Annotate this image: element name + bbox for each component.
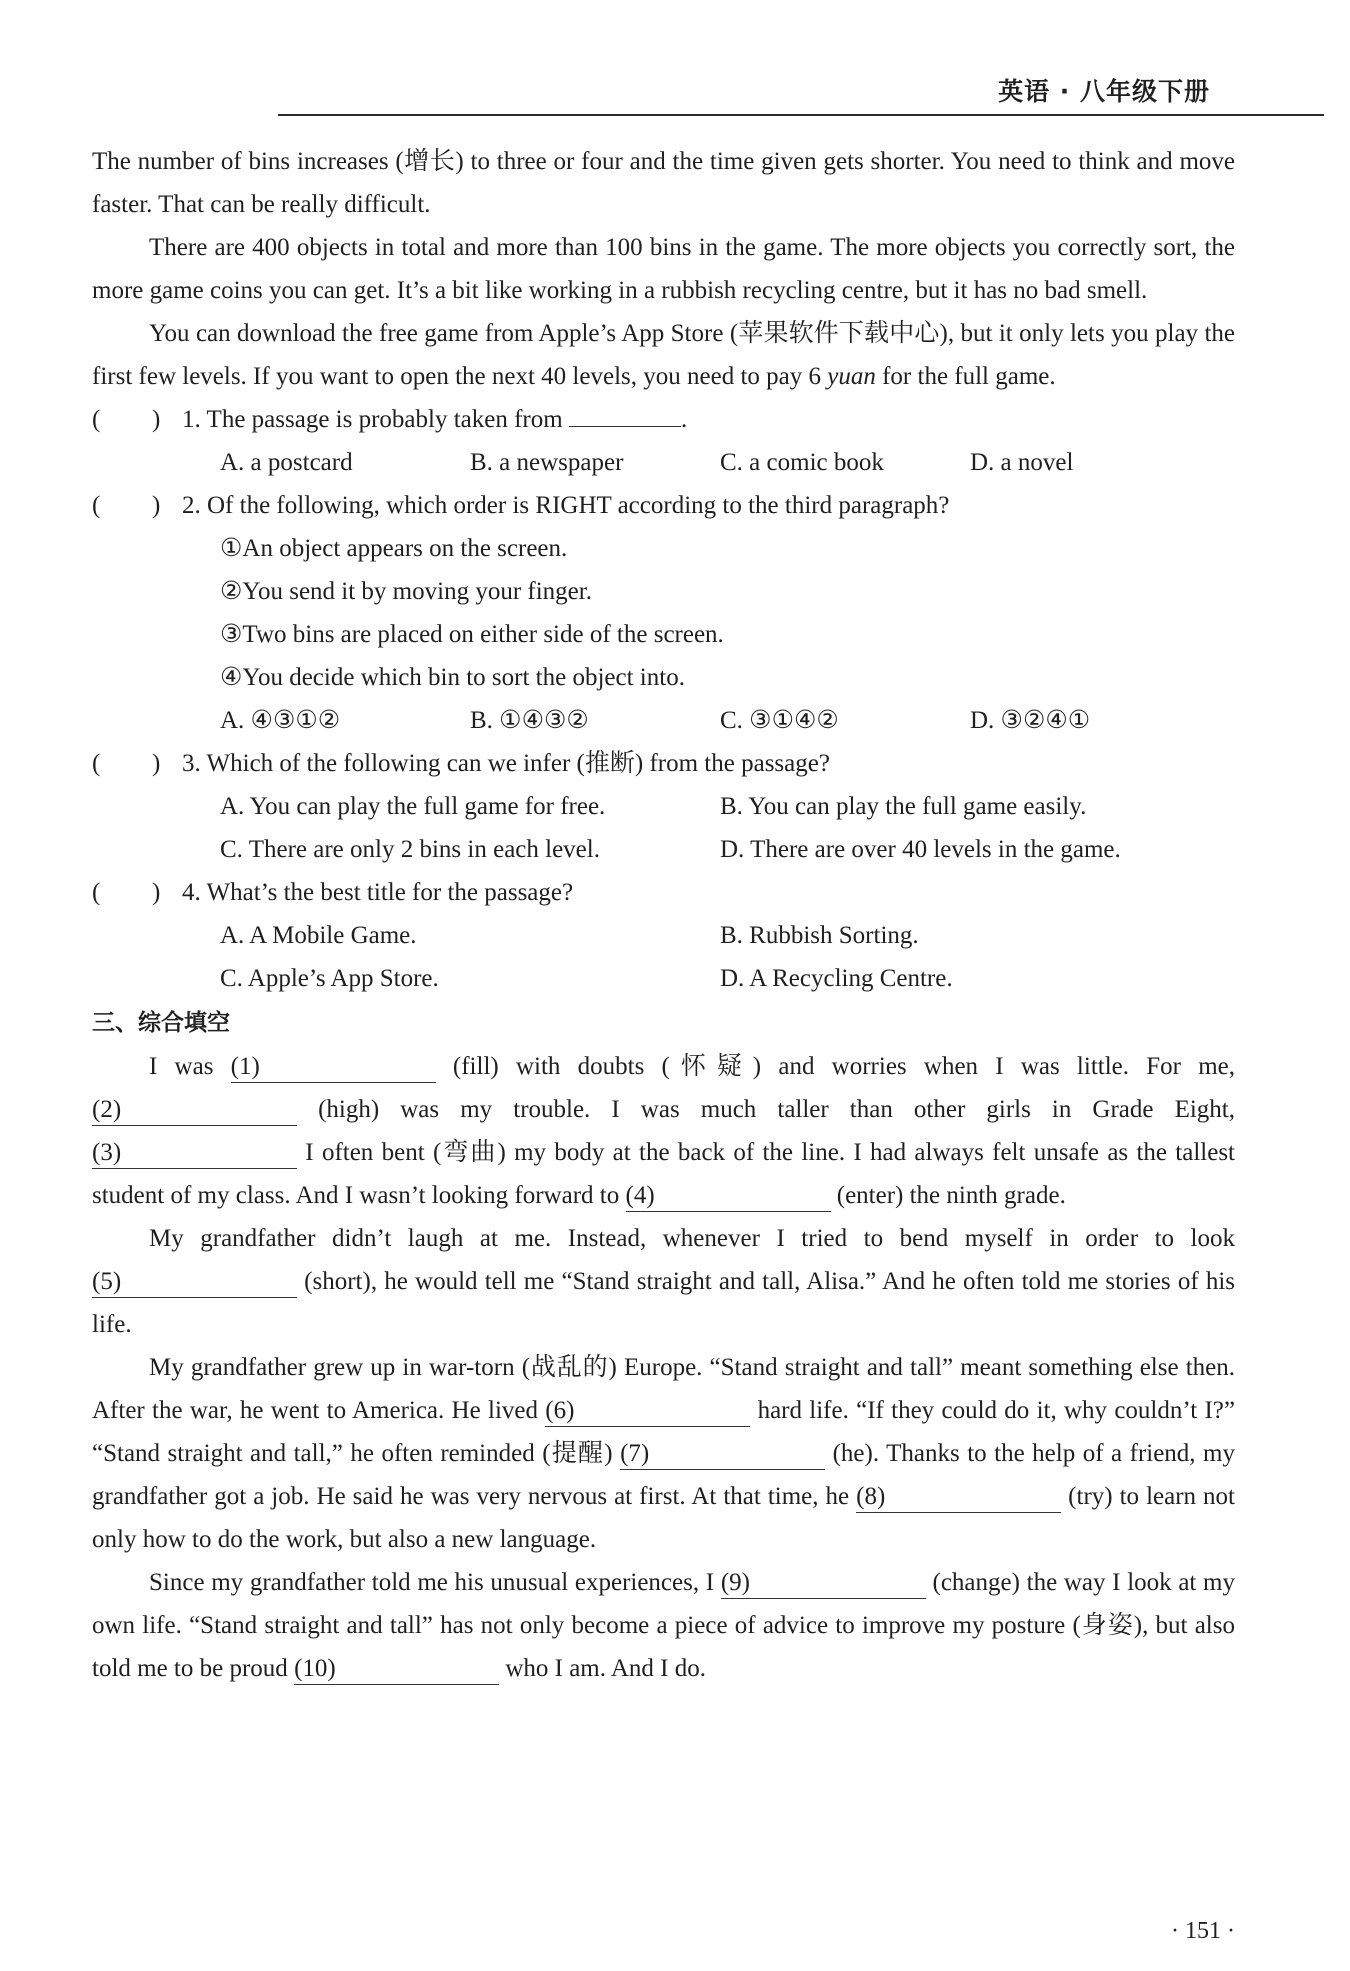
answer-paren-open: ( [92,492,101,519]
option-c: C. Apple’s App Store. [220,965,439,992]
option-b: B. You can play the full game easily. [720,793,1087,820]
cloze-blank-4: (4) [626,1181,831,1212]
answer-paren-close: ) [152,406,161,433]
question-3 [92,742,1235,785]
answer-paren-open: ( [92,406,101,433]
cloze-blank-10: (10) [294,1654,499,1685]
question-2-item-1: ①An object appears on the screen. [220,535,568,562]
answer-paren-open: ( [92,750,101,777]
question-4-options-row-2 [92,957,1235,1000]
cloze-blank-5: (5) [92,1267,297,1298]
cloze-blank-8: (8) [856,1482,1061,1513]
cloze-blank-6: (6) [545,1396,750,1427]
question-1-options [92,441,1235,484]
option-d: D. There are over 40 levels in the game. [720,836,1121,863]
cloze-blank-1: (1) [231,1052,436,1083]
option-d: D. ③②④① [970,707,1091,734]
page-number: · 151 · [1171,1918,1235,1944]
cloze-paragraph-3: My grandfather grew up in war-torn (战乱的) Europe. “Stand straight and tall” meant something else then. After the war, he went to America. He lived (6) hard life. “If they could do it, why couldn’t I?” “Stand straight and tall,” he often reminded (提醒) (7) (he). Thanks to the help of a friend, my grandfather got a job. He said he was very nervous at first. At that time, he (8) (try) to learn not only how to do the work, but also a new language. [92,1354,1236,1553]
question-4-stem: 4. What’s the best title for the passage? [182,879,574,906]
question-1-stem: 1. The passage is probably taken from . [182,406,688,433]
question-2-item-4: ④You decide which bin to sort the object into. [220,664,685,691]
option-a: A. A Mobile Game. [220,922,417,949]
question-4-options-row-1 [92,914,1235,957]
option-d: D. a novel [970,449,1074,476]
option-b: B. ①④③② [470,707,589,734]
cloze-blank-9: (9) [721,1568,926,1599]
cloze-blank-2: (2) [92,1095,297,1126]
option-b: B. a newspaper [470,449,624,476]
section-title: 三、综合填空 [92,1010,230,1036]
question-1 [92,398,1235,441]
option-a: A. You can play the full game for free. [220,793,606,820]
question-2 [92,484,1235,527]
answer-blank [569,426,681,427]
answer-paren-close: ) [152,879,161,906]
cloze-paragraph-1: I was (1) (fill) with doubts (怀疑) and worries when I was little. For me, (2) (high) was my trouble. I was much taller than other girls in Grade Eight, (3) I often bent (弯曲) my body at the back of the line. I had always felt unsafe as the tallest student of my class. And I wasn’t looking forward to (4) (enter) the ninth grade. [92,1045,1235,1217]
question-2-stem: 2. Of the following, which order is RIGHT according to the third paragraph? [182,492,950,519]
question-4 [92,871,1235,914]
option-a: A. ④③①② [220,707,341,734]
cloze-paragraph-4: Since my grandfather told me his unusual experiences, I (9) (change) the way I look at my own life. “Stand straight and tall” has not only become a piece of advice to improve my posture (身姿), but also told me to be proud (10) who I am. And I do. [92,1561,1235,1690]
question-2-item-3: ③Two bins are placed on either side of the screen. [220,621,724,648]
cloze-paragraph-2: My grandfather didn’t laugh at me. Instead, whenever I tried to bend myself in order to look (5) (short), he would tell me “Stand straight and tall, Alisa.” And he often told me stories of his life. [92,1225,1235,1338]
reading-paragraph-3: You can download the free game from Apple’s App Store (苹果软件下载中心), but it only lets you play the first few levels. If you want to open the next 40 levels, you need to pay 6 yuan for the full game. [92,320,1235,390]
answer-paren-close: ) [152,492,161,519]
option-a: A. a postcard [220,449,353,476]
answer-paren-open: ( [92,879,101,906]
option-c: C. There are only 2 bins in each level. [220,836,600,863]
option-c: C. ③①④② [720,707,839,734]
option-d: D. A Recycling Centre. [720,965,953,992]
cloze-blank-3: (3) [92,1138,297,1169]
question-2-options [92,699,1235,742]
header-title: 英语 · 八年级下册 [998,77,1210,106]
question-2-item-2: ②You send it by moving your finger. [220,578,592,605]
reading-paragraph-1: The number of bins increases (增长) to three or four and the time given gets shorter. You need to think and move faster. That can be really difficult. [92,148,1235,218]
option-b: B. Rubbish Sorting. [720,922,919,949]
answer-paren-close: ) [152,750,161,777]
page-content [92,140,1235,1690]
reading-paragraph-2: There are 400 objects in total and more than 100 bins in the game. The more objects you correctly sort, the more game coins you can get. It’s a bit like working in a rubbish recycling centre, but it has no bad smell. [92,234,1235,304]
option-c: C. a comic book [720,449,884,476]
question-3-options-row-1 [92,785,1235,828]
question-3-stem: 3. Which of the following can we infer (推断) from the passage? [182,750,830,777]
page-header [278,62,1324,116]
question-3-options-row-2 [92,828,1235,871]
cloze-blank-7: (7) [620,1439,825,1470]
